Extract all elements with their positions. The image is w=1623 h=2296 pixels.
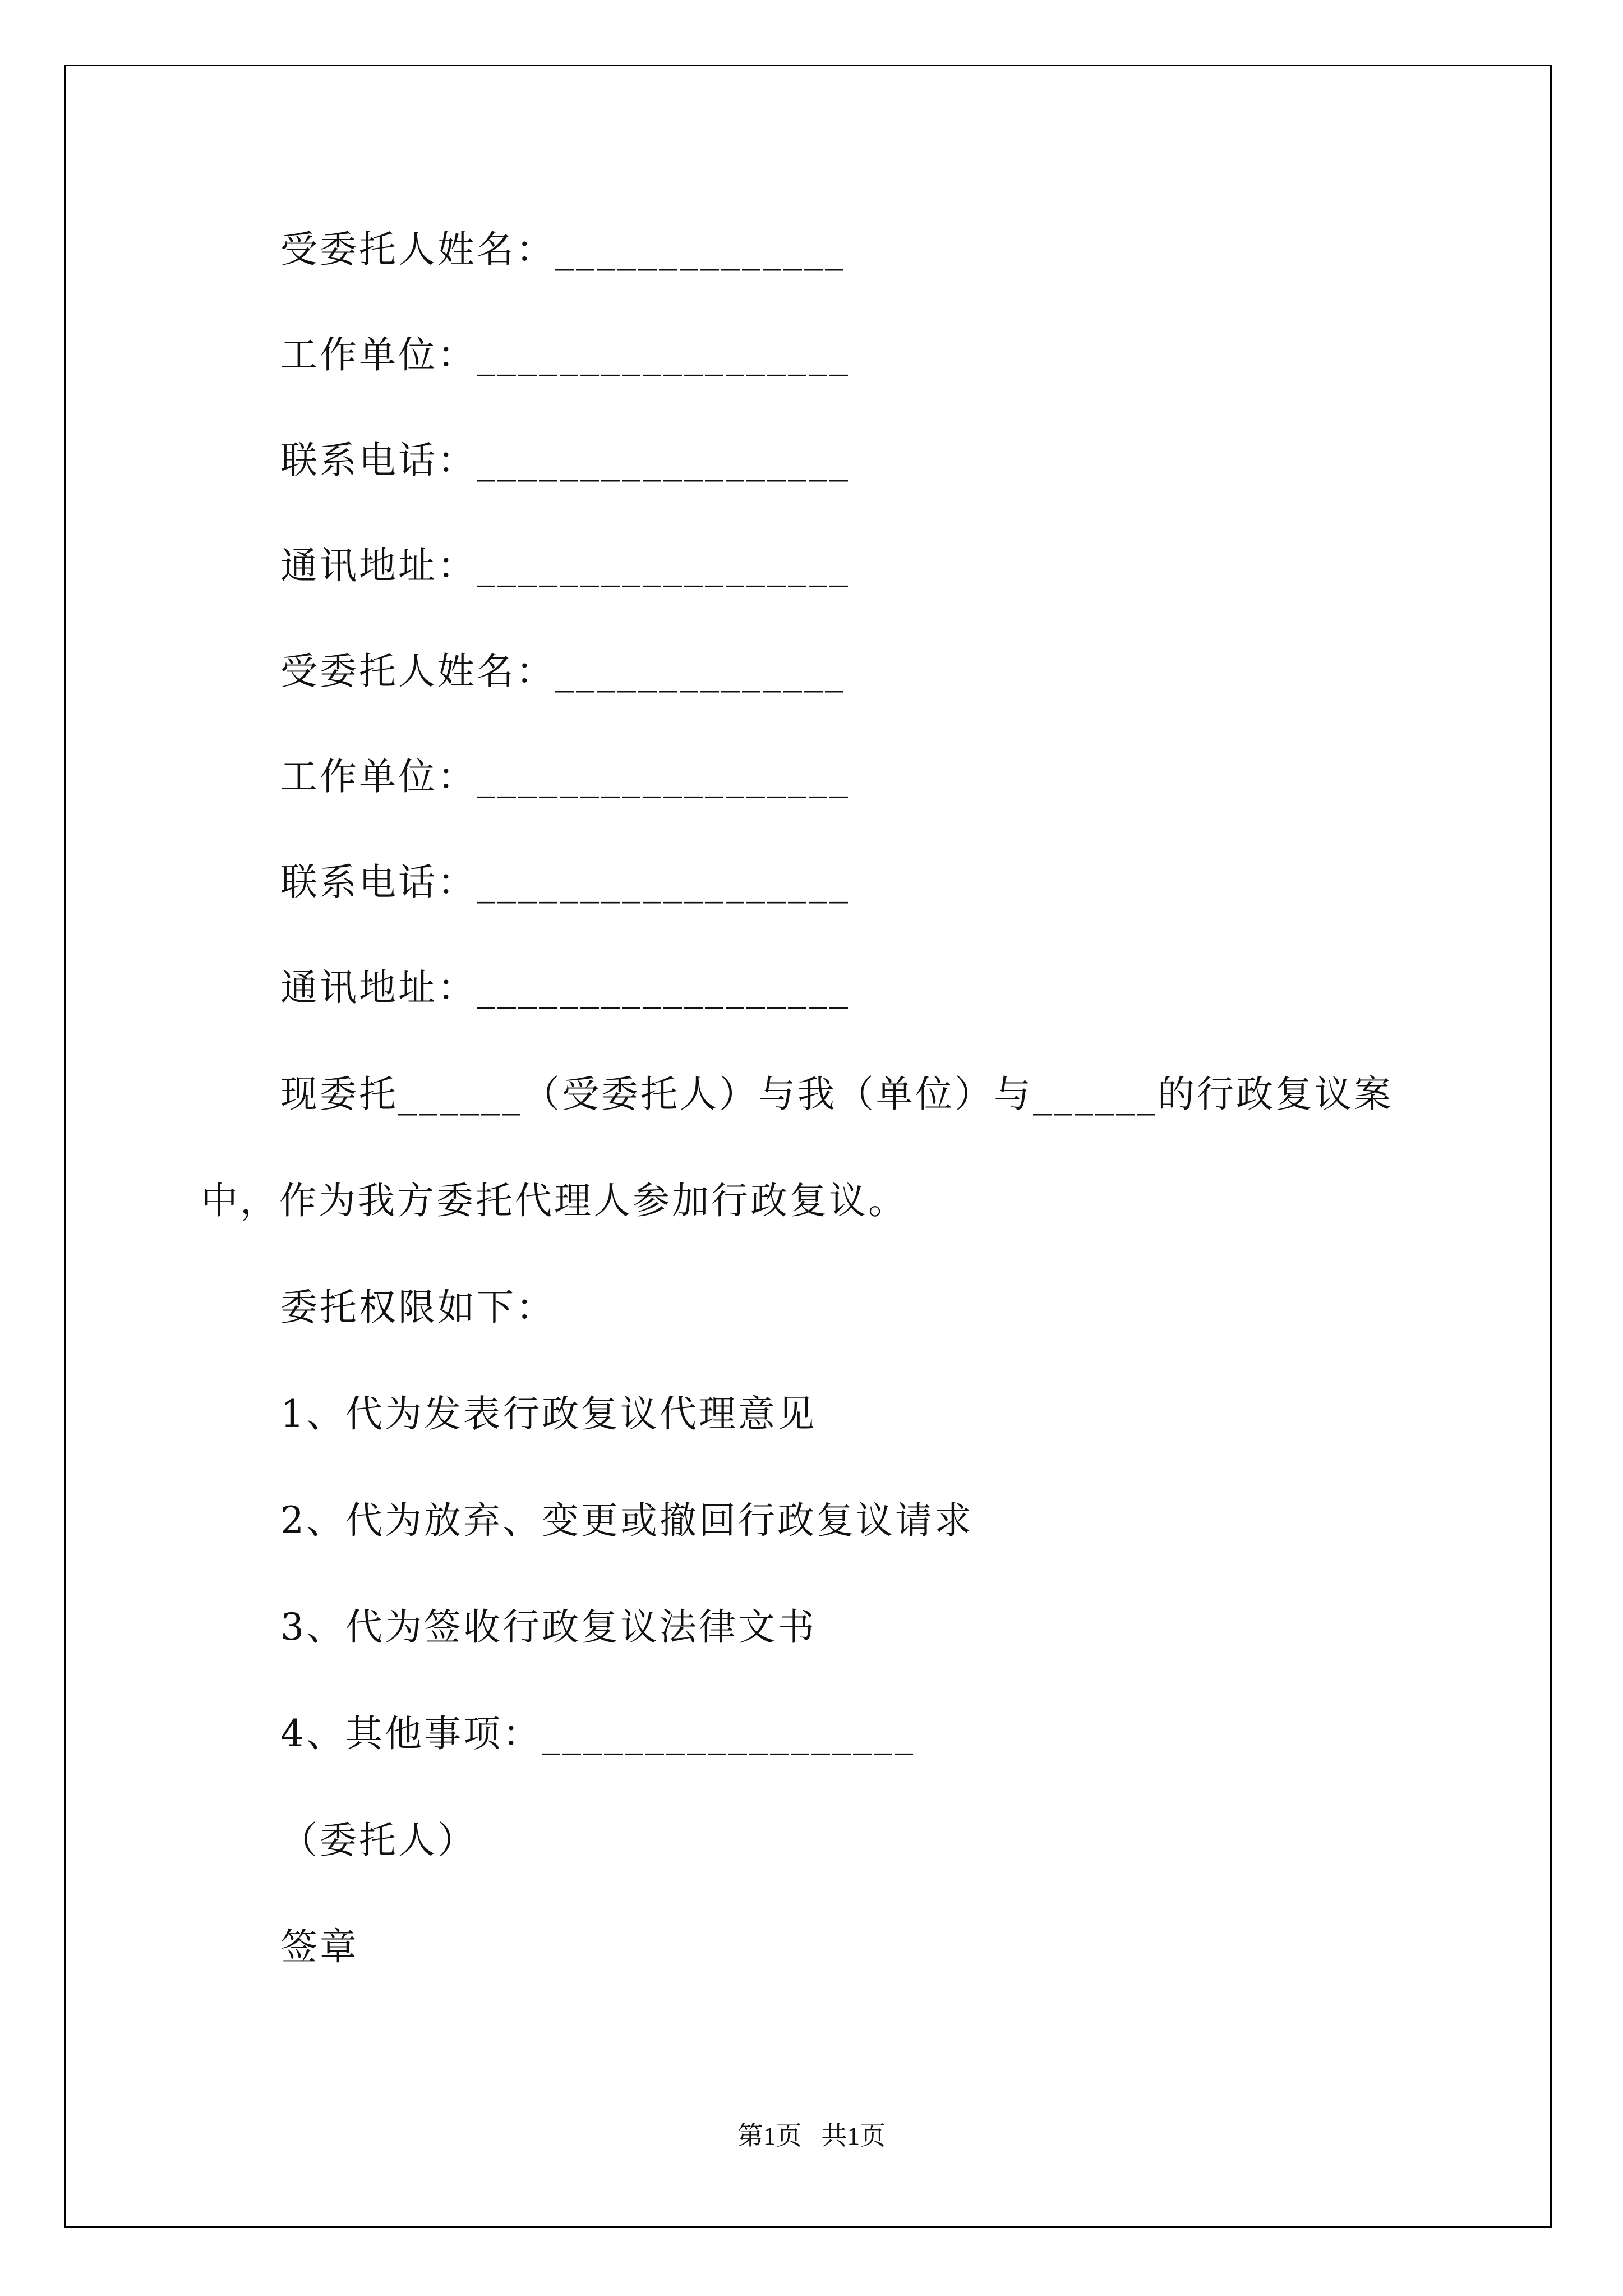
entrust-paragraph-line-1: 现委托______（受委托人）与我（单位）与______的行政复议案 [280,1073,1393,1116]
signature-label: 签章 [280,1925,359,1968]
page-number-footer: 第1页 共1页 [737,2122,886,2150]
address-line-1: 通讯地址：__________________ [280,544,850,587]
authority-item-3: 3、代为签收行政复议法律文书 [280,1605,817,1649]
work-unit-line-2: 工作单位：__________________ [280,755,850,798]
principal-label: （委托人） [280,1819,477,1862]
work-unit-line-1: 工作单位：__________________ [280,333,850,376]
page-border [64,65,1552,2228]
phone-line-1: 联系电话：__________________ [280,439,850,482]
entrust-paragraph-line-2: 中，作为我方委托代理人参加行政复议。 [201,1179,907,1222]
trustee-name-line-2: 受委托人姓名：______________ [280,650,846,693]
authority-item-1: 1、代为发表行政复议代理意见 [280,1392,817,1435]
trustee-name-line-1: 受委托人姓名：______________ [280,228,846,271]
phone-line-2: 联系电话：__________________ [280,861,850,904]
address-line-2: 通讯地址：__________________ [280,966,850,1009]
authority-item-2: 2、代为放弃、变更或撤回行政复议请求 [280,1499,974,1542]
authority-item-4: 4、其他事项：__________________ [280,1712,915,1755]
authority-heading: 委托权限如下： [280,1286,555,1329]
